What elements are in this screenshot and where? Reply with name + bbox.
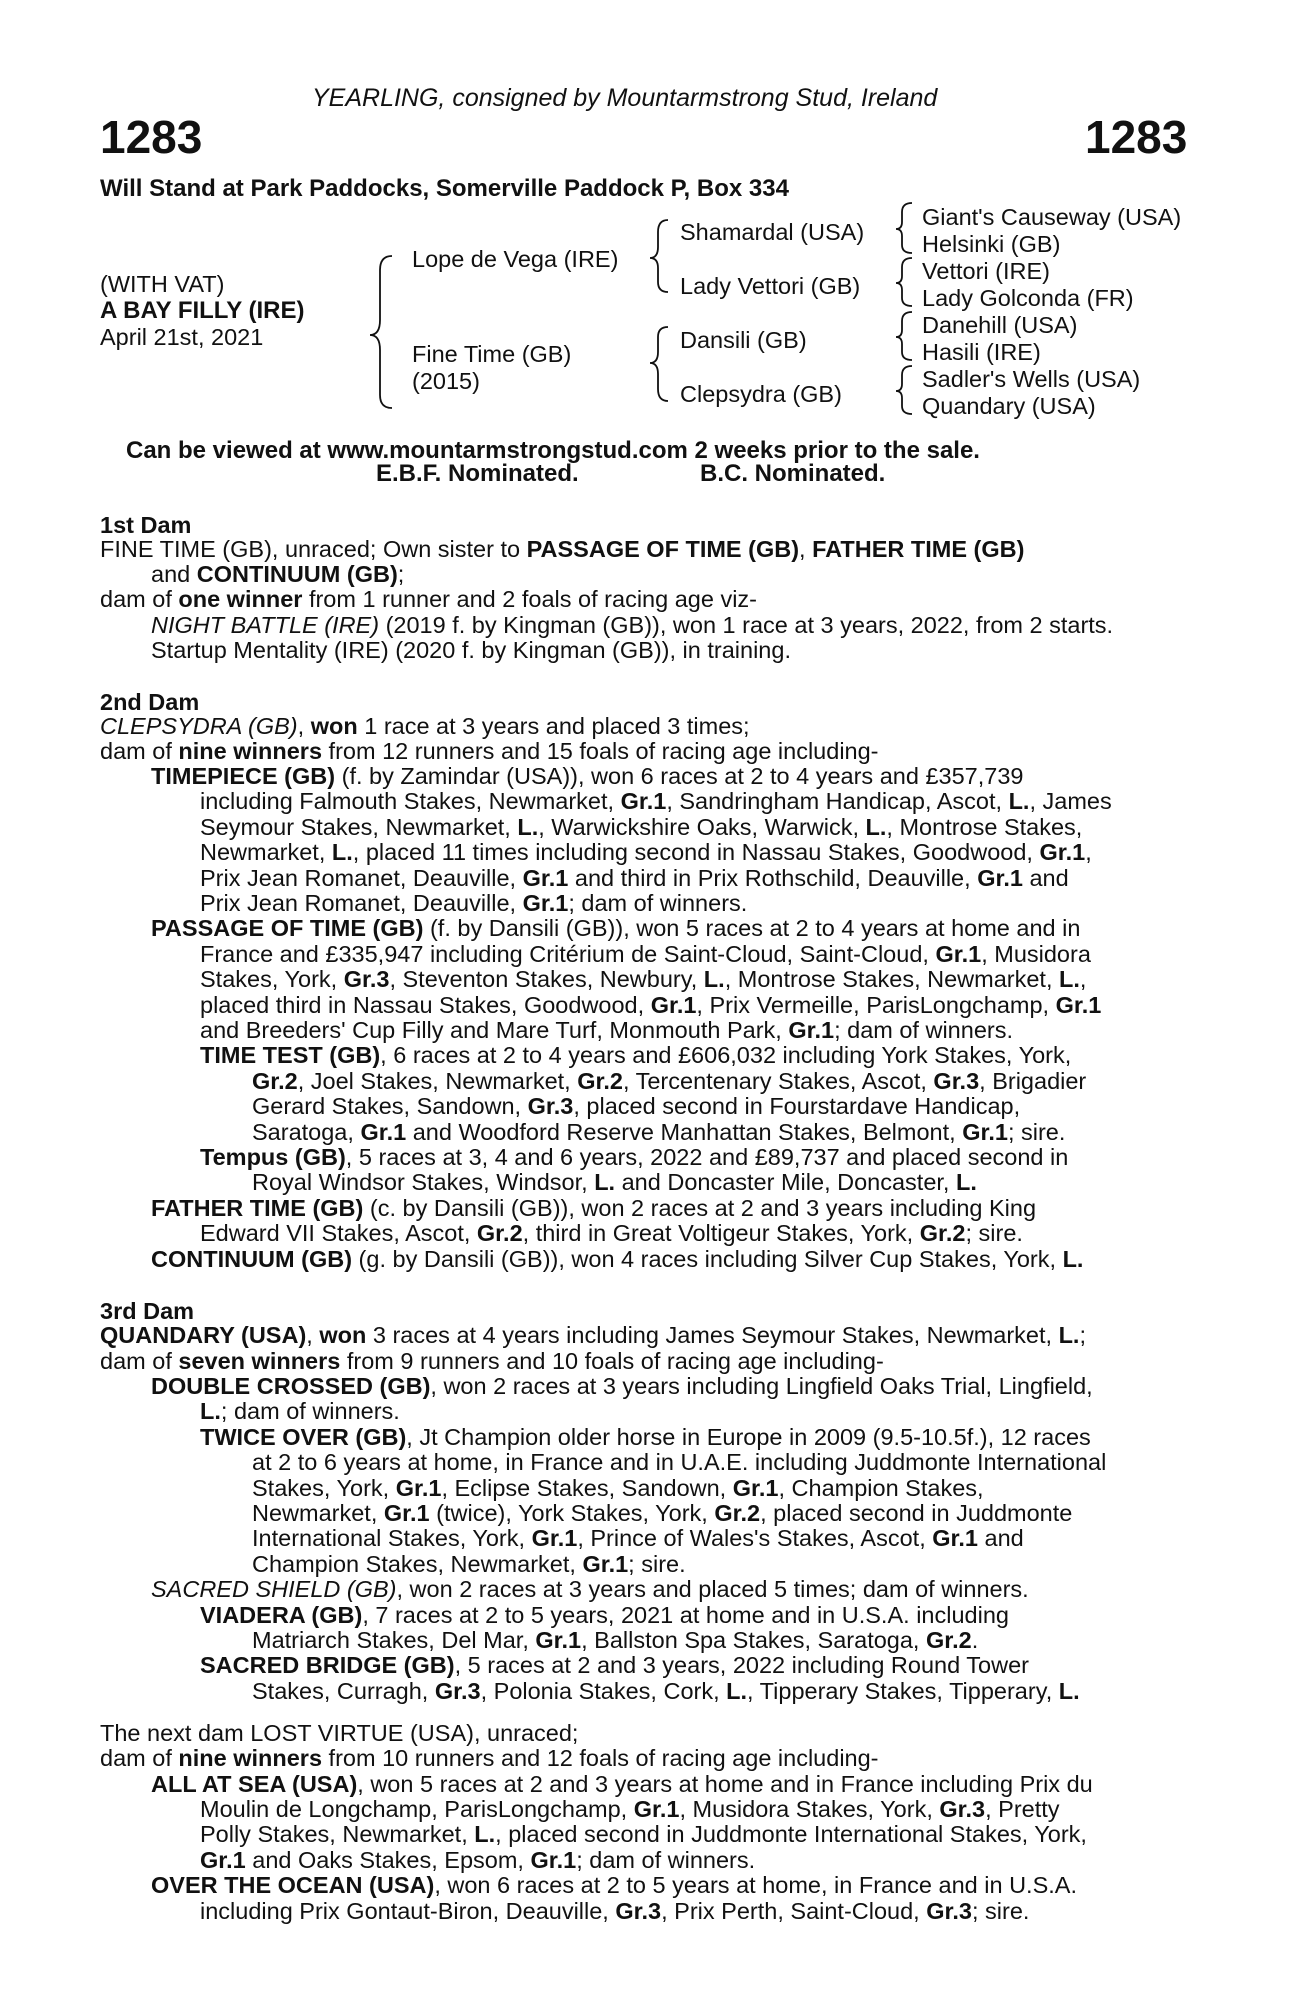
- dam2-tp3-part-0: Seymour Stakes, Newmarket,: [200, 814, 518, 840]
- dam2-tt4-part-0: Saratoga,: [252, 1119, 361, 1145]
- dam2-ft1: [151, 1196, 1205, 1221]
- next-n2-part-0: dam of: [100, 1745, 179, 1771]
- dam3-dc1-part-1: , won 2 races at 3 years including Lingfield Oaks Trial, Lingfield,: [430, 1373, 1093, 1399]
- dam2-pt5: [200, 1018, 1013, 1043]
- dam2-pt4-part-1: Gr.1: [650, 992, 697, 1018]
- dam3-to6-part-0: Champion Stakes, Newmarket,: [252, 1551, 583, 1577]
- dam2-tp4-part-1: L.: [331, 839, 353, 865]
- dam2-ft1-part-1: (c. by Dansili (GB)), won 2 races at 2 and 3 years including King: [363, 1195, 1037, 1221]
- next-n2: [100, 1746, 879, 1771]
- dam2-tt2: [252, 1069, 1205, 1094]
- dam2-co1-part-2: L.: [1062, 1246, 1084, 1272]
- dam3-sb2-part-5: L.: [1058, 1678, 1080, 1704]
- next-n2-part-2: from 10 runners and 12 foals of racing age including-: [322, 1745, 879, 1771]
- dam3-q2: [100, 1349, 884, 1374]
- dam2-tp5-part-4: and: [1022, 865, 1069, 891]
- dam2-tp5: [200, 866, 1205, 891]
- dam3-to2-part-0: at 2 to 6 years at home, in France and in U.A.E. including Juddmonte International: [252, 1449, 1107, 1475]
- section-1st-dam: 1st Dam: [100, 512, 192, 538]
- dam2-tt4-part-2: and Woodford Reserve Manhattan Stakes, Belmont,: [406, 1119, 963, 1145]
- next-oc2-part-3: Gr.3: [926, 1898, 972, 1924]
- dam3-dc2-part-0: L.: [200, 1398, 221, 1424]
- dam2-tp6-part-2: ; dam of winners.: [568, 890, 748, 916]
- dam2-tt2-part-1: , Joel Stakes, Newmarket,: [297, 1068, 578, 1094]
- dam2-te2-part-3: L.: [956, 1169, 977, 1195]
- pedigree-sire: Lope de Vega (IRE): [412, 246, 619, 272]
- dam1-line1: FINE TIME (GB), unraced; Own sister to PASSAGE OF TIME (GB), FATHER TIME (GB): [100, 536, 1025, 562]
- next-as2: [200, 1797, 1205, 1822]
- dam2-tp4: [200, 840, 1205, 865]
- next-as1-part-1: , won 5 races at 2 and 3 years at home and in France including Prix du: [357, 1771, 1093, 1797]
- dam2-pt3-part-4: , Montrose Stakes, Newmarket,: [724, 966, 1060, 992]
- next-oc2-part-2: , Prix Perth, Saint-Cloud,: [661, 1898, 927, 1924]
- dam2-tp5-part-1: Gr.1: [522, 865, 569, 891]
- dam2-pt5-part-2: ; dam of winners.: [834, 1017, 1013, 1043]
- dam3-vi2: [252, 1628, 978, 1653]
- pedigree-dds: Sadler's Wells (USA): [922, 366, 1141, 392]
- dam2-tp3: [200, 815, 1205, 840]
- dam2-te2: [252, 1170, 977, 1195]
- dam3-sb2-part-2: , Polonia Stakes, Cork,: [480, 1678, 727, 1704]
- dam2-tp3-part-2: , Warwickshire Oaks, Warwick,: [538, 814, 866, 840]
- dam3-to5-part-1: Gr.1: [531, 1525, 578, 1551]
- next-as3-part-1: L.: [474, 1821, 496, 1847]
- dam2-tt1: [200, 1043, 1205, 1068]
- dam1-line4: NIGHT BATTLE (IRE) (2019 f. by Kingman (GB)), won 1 race at 3 years, 2022, from 2 starts.: [151, 612, 1114, 638]
- next-oc1-part-1: , won 6 races at 2 to 5 years at home, in France and in U.S.A.: [434, 1872, 1077, 1898]
- dam2-pt4-part-2: , Prix Vermeille, ParisLongchamp,: [696, 992, 1056, 1018]
- dam3-to6: [252, 1552, 686, 1577]
- dam3-vi2-part-3: Gr.2: [926, 1627, 972, 1653]
- dam2-pt4-part-0: placed third in Nassau Stakes, Goodwood,: [200, 992, 651, 1018]
- dam2-te1: [200, 1145, 1205, 1170]
- dam3-vi2-part-4: .: [971, 1627, 979, 1653]
- pedigree-dam-dam: Clepsydra (GB): [680, 381, 842, 407]
- foaled-date: April 21st, 2021: [100, 324, 264, 350]
- dam3-sb2-part-4: , Tipperary Stakes, Tipperary,: [747, 1678, 1059, 1704]
- dam2-tt4-part-1: Gr.1: [360, 1119, 407, 1145]
- dam2-pt2-part-0: France and £335,947 including Critérium de Saint-Cloud, Saint-Cloud,: [200, 941, 936, 967]
- dam2-pt3-part-5: L.: [1059, 966, 1080, 992]
- dam2-pt1-part-0: PASSAGE OF TIME (GB): [151, 915, 424, 941]
- dam3-vi2-part-2: , Ballston Spa Stakes, Saratoga,: [581, 1627, 926, 1653]
- dam2-pt2: [200, 942, 1205, 967]
- dam3-dc2: [200, 1399, 400, 1424]
- dam2-tp2-part-1: Gr.1: [620, 788, 667, 814]
- next-as2-part-1: Gr.1: [633, 1796, 680, 1822]
- dam3-to6-part-2: ; sire.: [628, 1551, 686, 1577]
- dam3-q1-part-1: ,: [306, 1322, 320, 1348]
- dam2-ft2-part-3: Gr.2: [919, 1220, 966, 1246]
- dam3-vi2-part-0: Matriarch Stakes, Del Mar,: [252, 1627, 536, 1653]
- next-as2-part-3: Gr.3: [939, 1796, 986, 1822]
- dam2-ft2-part-0: Edward VII Stakes, Ascot,: [200, 1220, 477, 1246]
- dam3-vi1-part-1: , 7 races at 2 to 5 years, 2021 at home and in U.S.A. including: [362, 1602, 1009, 1628]
- dam1-line5: Startup Mentality (IRE) (2020 f. by Kingman (GB)), in training.: [151, 637, 791, 663]
- dam3-to4-part-2: (twice), York Stakes, York,: [429, 1500, 715, 1526]
- dam3-q1-part-3: 3 races at 4 years including James Seymour Stakes, Newmarket,: [366, 1322, 1059, 1348]
- dam2-pt3: [200, 967, 1205, 992]
- pedigree-ddd: Quandary (USA): [922, 393, 1096, 419]
- dam2-tt3: [252, 1094, 1205, 1119]
- dam2-tt1-part-1: , 6 races at 2 to 4 years and £606,032 including York Stakes, York,: [380, 1042, 1072, 1068]
- next-as3-part-0: Polly Stakes, Newmarket,: [200, 1821, 475, 1847]
- next-as4-part-1: and Oaks Stakes, Epsom,: [245, 1847, 531, 1873]
- dam3-to5-part-2: , Prince of Wales's Stakes, Ascot,: [577, 1525, 933, 1551]
- next-as2-part-4: , Pretty: [985, 1796, 1060, 1822]
- dam3-to5-part-4: and: [978, 1525, 1024, 1551]
- next-as4-part-0: Gr.1: [200, 1847, 246, 1873]
- dam3-to4-part-1: Gr.1: [383, 1500, 430, 1526]
- dam2-tp2-part-2: , Sandringham Handicap, Ascot,: [666, 788, 1009, 814]
- dam2-te1-part-0: Tempus (GB): [200, 1144, 346, 1170]
- dam1-line3: dam of one winner from 1 runner and 2 foals of racing age viz-: [100, 586, 757, 612]
- dam3-to4-part-0: Newmarket,: [252, 1500, 384, 1526]
- dam2-co1-part-1: (g. by Dansili (GB)), won 4 races including Silver Cup Stakes, York,: [352, 1246, 1063, 1272]
- next-as4: [200, 1848, 755, 1873]
- dam3-sb1: [200, 1653, 1205, 1678]
- dam2-pt2-part-2: , Musidora: [981, 941, 1091, 967]
- pedigree-sds: Vettori (IRE): [922, 258, 1050, 284]
- dam2-tp2-part-4: , James: [1029, 788, 1112, 814]
- dam3-ss1: [151, 1577, 1029, 1602]
- dam3-q1-part-4: L.: [1058, 1322, 1080, 1348]
- dam2-tp: [151, 764, 1205, 789]
- dam3-to1-part-1: , Jt Champion older horse in Europe in 2009 (9.5-10.5f.), 12 races: [406, 1424, 1091, 1450]
- dam3-to3-part-1: Gr.1: [395, 1475, 442, 1501]
- dam3-to3-part-2: , Eclipse Stakes, Sandown,: [441, 1475, 733, 1501]
- dam3-to5: [252, 1526, 1205, 1551]
- dam3-ss1-part-1: , won 2 races at 3 years and placed 5 times; dam of winners.: [396, 1576, 1029, 1602]
- dam3-vi1-part-0: VIADERA (GB): [200, 1602, 363, 1628]
- dam3-to3-part-4: , Champion Stakes,: [778, 1475, 984, 1501]
- pedigree-sire-sire: Shamardal (USA): [680, 219, 865, 245]
- next-n2-part-1: nine winners: [178, 1745, 323, 1771]
- dam2-tt2-part-0: Gr.2: [252, 1068, 298, 1094]
- dam2-pt4-part-3: Gr.1: [1055, 992, 1102, 1018]
- dam2-ft2: [200, 1221, 1023, 1246]
- stand-location: Will Stand at Park Paddocks, Somerville Paddock P, Box 334: [100, 175, 789, 202]
- dam2-pt3-part-1: Gr.3: [343, 966, 390, 992]
- dam2-line1: CLEPSYDRA (GB), won 1 race at 3 years and placed 3 times;: [100, 713, 750, 739]
- dam2-tt2-part-5: , Brigadier: [979, 1068, 1087, 1094]
- section-3rd-dam: 3rd Dam: [100, 1298, 195, 1324]
- dam2-tp5-part-0: Prix Jean Romanet, Deauville,: [200, 865, 523, 891]
- dam2-pt1-part-1: (f. by Dansili (GB)), won 5 races at 2 to 4 years at home and in: [423, 915, 1081, 941]
- dam3-q2-part-2: from 9 runners and 10 foals of racing age including-: [340, 1348, 884, 1374]
- dam3-to4-part-3: Gr.2: [714, 1500, 761, 1526]
- dam2-tp3-part-4: , Montrose Stakes,: [886, 814, 1083, 840]
- dam2-pt2-part-1: Gr.1: [935, 941, 982, 967]
- dam2-tp4-part-0: Newmarket,: [200, 839, 332, 865]
- dam3-sb2-part-0: Stakes, Curragh,: [252, 1678, 435, 1704]
- vat-label: (WITH VAT): [100, 271, 225, 297]
- dam2-tp3-part-1: L.: [517, 814, 539, 840]
- dam2-tp4-part-3: Gr.1: [1039, 839, 1086, 865]
- pedigree-dam-year: (2015): [412, 368, 480, 394]
- dam2-tp3-part-3: L.: [865, 814, 887, 840]
- dam3-sb2: [252, 1679, 1080, 1704]
- next-oc2: [200, 1899, 1029, 1924]
- dam2-ft2-part-4: ; sire.: [965, 1220, 1023, 1246]
- next-as3-part-2: , placed second in Juddmonte International Stakes, York,: [495, 1821, 1087, 1847]
- next-as2-part-2: , Musidora Stakes, York,: [679, 1796, 940, 1822]
- bc-note: B.C. Nominated.: [700, 460, 886, 487]
- dam3-to1: [200, 1425, 1205, 1450]
- pedigree-sire-dam: Lady Vettori (GB): [680, 273, 861, 299]
- dam3-vi1: [200, 1603, 1205, 1628]
- dam3-dc2-part-1: ; dam of winners.: [220, 1398, 400, 1424]
- dam2-tp2: [200, 789, 1205, 814]
- dam2-te2-part-2: and Doncaster Mile, Doncaster,: [615, 1169, 956, 1195]
- dam1-line2: and CONTINUUM (GB);: [151, 561, 405, 587]
- dam2-co1: [151, 1247, 1083, 1272]
- dam2-tt2-part-3: , Tercentenary Stakes, Ascot,: [622, 1068, 934, 1094]
- dam3-dc1-part-0: DOUBLE CROSSED (GB): [151, 1373, 431, 1399]
- dam2-tt1-part-0: TIME TEST (GB): [200, 1042, 381, 1068]
- dam2-tp6: [200, 891, 747, 916]
- dam3-to6-part-1: Gr.1: [582, 1551, 629, 1577]
- next-dam-line1: The next dam LOST VIRTUE (USA), unraced;: [100, 1720, 579, 1746]
- dam2-tp-part-1: (f. by Zamindar (USA)), won 6 races at 2 to 4 years and £357,739: [335, 763, 1024, 789]
- dam3-sb1-part-0: SACRED BRIDGE (GB): [200, 1652, 455, 1678]
- pedigree-dss: Danehill (USA): [922, 312, 1078, 338]
- dam3-q1-part-0: QUANDARY (USA): [100, 1322, 307, 1348]
- dam2-pt3-part-3: L.: [703, 966, 725, 992]
- lot-number-left: 1283: [100, 111, 203, 163]
- dam2-line2: dam of nine winners from 12 runners and 15 foals of racing age including-: [100, 738, 879, 764]
- dam2-pt3-part-6: ,: [1079, 966, 1087, 992]
- dam2-tt4-part-4: ; sire.: [1007, 1119, 1066, 1145]
- pedigree-ssd: Helsinki (GB): [922, 231, 1061, 257]
- dam2-pt4: [200, 993, 1205, 1018]
- lot-number-right: 1283: [1085, 111, 1188, 163]
- next-oc2-part-0: including Prix Gontaut-Biron, Deauville,: [200, 1898, 616, 1924]
- dam3-to4: [252, 1501, 1205, 1526]
- viewing-note: Can be viewed at www.mountarmstrongstud.com 2 weeks prior to the sale.: [126, 437, 980, 464]
- horse-name: A BAY FILLY (IRE): [100, 297, 305, 324]
- next-oc1: [151, 1873, 1205, 1898]
- next-as1: [151, 1772, 1205, 1797]
- pedigree-dsd: Hasili (IRE): [922, 339, 1041, 365]
- next-as3: [200, 1822, 1205, 1847]
- dam2-pt5-part-1: Gr.1: [788, 1017, 835, 1043]
- ebf-note: E.B.F. Nominated.: [376, 460, 579, 487]
- dam2-te2-part-0: Royal Windsor Stakes, Windsor,: [252, 1169, 595, 1195]
- dam3-to5-part-0: International Stakes, York,: [252, 1525, 532, 1551]
- dam3-q1: [100, 1323, 1205, 1348]
- dam2-te2-part-1: L.: [594, 1169, 616, 1195]
- dam3-sb2-part-1: Gr.3: [434, 1678, 481, 1704]
- next-as2-part-0: Moulin de Longchamp, ParisLongchamp,: [200, 1796, 634, 1822]
- dam2-te1-part-1: , 5 races at 3, 4 and 6 years, 2022 and £89,737 and placed second in: [345, 1144, 1069, 1170]
- dam3-to3: [252, 1476, 1205, 1501]
- dam3-to5-part-3: Gr.1: [932, 1525, 978, 1551]
- dam3-dc1: [151, 1374, 1205, 1399]
- section-2nd-dam: 2nd Dam: [100, 689, 200, 715]
- dam2-tp6-part-1: Gr.1: [522, 890, 569, 916]
- dam2-ft2-part-1: Gr.2: [476, 1220, 523, 1246]
- pedigree-dam: Fine Time (GB): [412, 341, 572, 367]
- dam3-ss1-part-0: SACRED SHIELD (GB): [151, 1576, 397, 1602]
- dam2-tt2-part-2: Gr.2: [577, 1068, 623, 1094]
- dam2-ft1-part-0: FATHER TIME (GB): [151, 1195, 364, 1221]
- dam2-tp4-part-4: ,: [1085, 839, 1092, 865]
- dam3-q1-part-2: won: [319, 1322, 367, 1348]
- dam2-tp6-part-0: Prix Jean Romanet, Deauville,: [200, 890, 523, 916]
- dam2-tp4-part-2: , placed 11 times including second in Nassau Stakes, Goodwood,: [352, 839, 1040, 865]
- dam2-tt4-part-3: Gr.1: [962, 1119, 1008, 1145]
- next-oc1-part-0: OVER THE OCEAN (USA): [151, 1872, 435, 1898]
- dam2-tp2-part-0: including Falmouth Stakes, Newmarket,: [200, 788, 621, 814]
- dam3-sb2-part-3: L.: [726, 1678, 748, 1704]
- dam2-co1-part-0: CONTINUUM (GB): [151, 1246, 353, 1272]
- dam2-tt3-part-2: , placed second in Fourstardave Handicap,: [573, 1093, 1021, 1119]
- next-as4-part-3: ; dam of winners.: [576, 1847, 756, 1873]
- next-oc2-part-1: Gr.3: [615, 1898, 662, 1924]
- dam2-tp5-part-3: Gr.1: [977, 865, 1023, 891]
- consignor-line: YEARLING, consigned by Mountarmstrong Stud, Ireland: [312, 84, 938, 112]
- pedigree-sss: Giant's Causeway (USA): [922, 204, 1182, 230]
- dam2-tp2-part-3: L.: [1008, 788, 1030, 814]
- pedigree-sdd: Lady Golconda (FR): [922, 285, 1134, 311]
- dam3-vi2-part-1: Gr.1: [535, 1627, 582, 1653]
- dam2-tt4: [252, 1120, 1065, 1145]
- dam2-tt2-part-4: Gr.3: [933, 1068, 980, 1094]
- dam3-q2-part-1: seven winners: [178, 1348, 341, 1374]
- dam2-pt1: [151, 916, 1205, 941]
- dam3-to2: [252, 1450, 1205, 1475]
- dam3-to3-part-3: Gr.1: [732, 1475, 779, 1501]
- dam3-to1-part-0: TWICE OVER (GB): [200, 1424, 407, 1450]
- dam2-ft2-part-2: , third in Great Voltigeur Stakes, York,: [522, 1220, 920, 1246]
- dam3-to3-part-0: Stakes, York,: [252, 1475, 396, 1501]
- dam3-q1-part-5: ;: [1079, 1322, 1086, 1348]
- dam2-pt3-part-0: Stakes, York,: [200, 966, 344, 992]
- next-as1-part-0: ALL AT SEA (USA): [151, 1771, 358, 1797]
- dam2-tp5-part-2: and third in Prix Rothschild, Deauville,: [568, 865, 978, 891]
- dam3-to4-part-4: , placed second in Juddmonte: [760, 1500, 1073, 1526]
- dam2-tt3-part-0: Gerard Stakes, Sandown,: [252, 1093, 528, 1119]
- dam2-tt3-part-1: Gr.3: [527, 1093, 574, 1119]
- pedigree-dam-sire: Dansili (GB): [680, 327, 807, 353]
- dam3-q2-part-0: dam of: [100, 1348, 179, 1374]
- next-as4-part-2: Gr.1: [530, 1847, 577, 1873]
- dam2-pt3-part-2: , Steventon Stakes, Newbury,: [389, 966, 704, 992]
- dam3-sb1-part-1: , 5 races at 2 and 3 years, 2022 including Round Tower: [454, 1652, 1029, 1678]
- next-oc2-part-4: ; sire.: [971, 1898, 1030, 1924]
- dam2-tp-part-0: TIMEPIECE (GB): [151, 763, 336, 789]
- dam2-pt5-part-0: and Breeders' Cup Filly and Mare Turf, Monmouth Park,: [200, 1017, 789, 1043]
